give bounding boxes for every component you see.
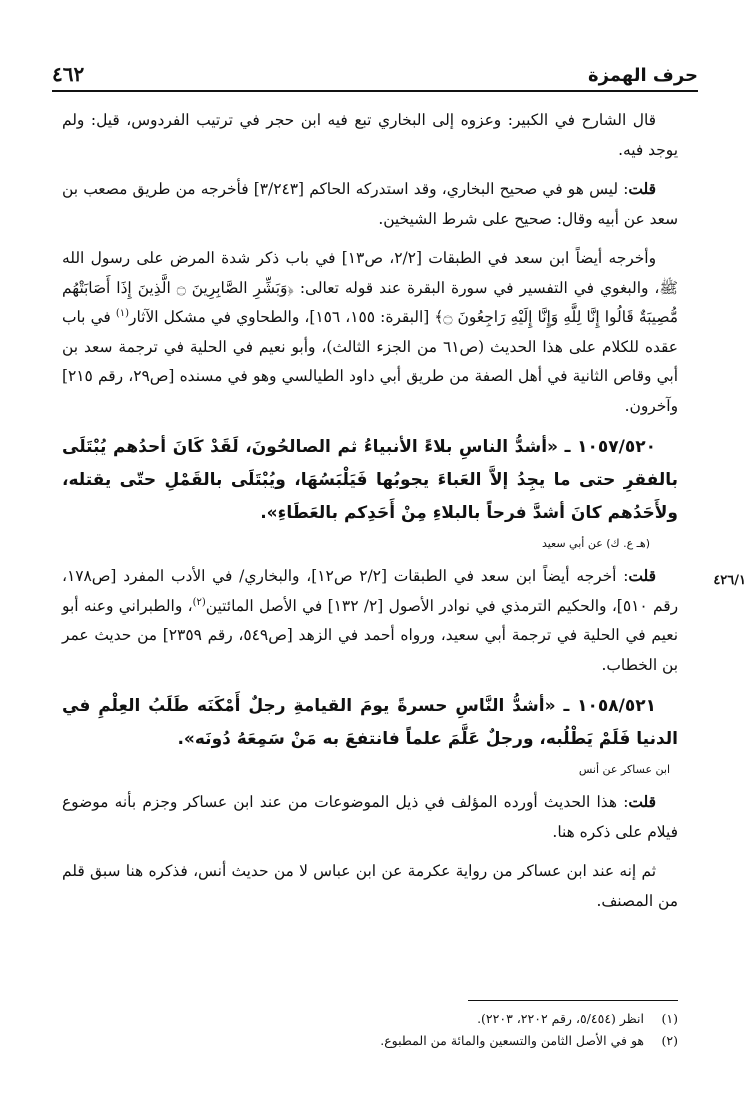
paragraph-text: في باب عقده للكلام على هذا الحديث (ص٦١ من الجزء الثالث)، وأبو نعيم في الحلية في ترجمة سعد بن أبي وقاص الثانية في أهل الصفة من طريق أبي داود الطيالسي وهو في مسنده [ص٢٩، رقم ٢١٥] وآخرون.: [62, 308, 678, 415]
qultu-block-2: [62, 562, 746, 680]
hadith-source: ابن عساكر عن أنس: [578, 763, 670, 776]
chapter-title: حرف الهمزة: [587, 65, 698, 86]
footnote-ref: (٢): [192, 596, 206, 608]
hadith-source: (هـ ع. ك) عن أبي سعيد: [541, 537, 650, 550]
footnotes: [62, 1008, 678, 1052]
footnote-text: انظر (٥/٤٥٤، رقم ٢٢٠٢، ٢٢٠٣).: [477, 1011, 644, 1026]
footnote: [62, 1008, 678, 1030]
footnote-divider: [468, 1000, 678, 1001]
paragraph-text: : أخرجه أيضاً ابن سعد في الطبقات [٢/٢ ص١٢]، والبخاري/ في الأدب المفرد [ص١٧٨، رقم ٥١٠]، والحكيم الترمذي في نوادر الأصول [٢/ ١٣٢] في الأصل المائتين: [62, 567, 679, 615]
qultu-label: قلت: [628, 567, 656, 585]
paragraph-text: : ليس هو في صحيح البخاري، وقد استدركه الحاكم [٣/٢٤٣] فأخرجه من طريق مصعب بن سعد عن أبيه وقال: صحيح على شرط الشيخين.: [62, 180, 678, 228]
paragraph-qultu-1: [62, 175, 678, 234]
paragraph-text: : هذا الحديث أورده المؤلف في ذيل الموضوعات من عند ابن عساكر وجزم بأنه موضوع فيلام على ذكره هنا.: [62, 793, 678, 841]
qultu-label: قلت: [628, 793, 656, 811]
footnote-number: (٢): [661, 1033, 678, 1048]
paragraph-text: ، والطبراني وعنه أبو نعيم في الحلية في ترجمة أبي سعيد، ورواه أحمد في الزهد [ص٥٤٩، رقم ٢٣٥٩] من حديث عمر بن الخطاب.: [62, 596, 678, 674]
page-header: [52, 52, 698, 92]
hadith-520: ١٠٥٧/٥٢٠ ـ «أشدُّ الناسِ بلاءً الأنبياءُ ثم الصالحُونَ، لَقَدْ كَانَ أحدُهم يُبْتَلَى بالفقرِ حتى ما يجِدُ إلاَّ العَباءَ يجوبُها فَيَلْبَسُهَا، ويُبْتَلَى بالقَمْلِ حتّى يقتله، ولأَحَدُهم كانَ أشدَّ فرحاً بالبلاءِ مِنْ أَحَدِكم بالعَطَاءِ».: [62, 437, 678, 523]
footnote: [62, 1030, 678, 1052]
paragraph-takhrij: [62, 244, 678, 421]
margin-reference: ٤٢٦/١: [713, 573, 746, 588]
footnote-number: (١): [661, 1011, 678, 1026]
paragraph-closing: ثم إنه عند ابن عساكر من رواية عكرمة عن ابن عباس لا من حديث أنس، فذكره هنا سبق قلم من المصنف.: [62, 862, 678, 910]
qultu-label: قلت: [628, 180, 656, 198]
paragraph-qultu-2: [62, 562, 678, 680]
paragraph-commentary: قال الشارح في الكبير: وعزوه إلى البخاري تبع فيه ابن حجر في ترتيب الفردوس، قيل: ولم يوجد فيه.: [62, 111, 678, 159]
hadith-521: ١٠٥٨/٥٢١ ـ «أشدُّ النَّاسِ حسرةً يومَ القيامةِ رجلٌ أَمْكَنَه طَلَبُ العِلْمِ في الدنيا فَلَمْ يَطْلُبه، ورجلٌ عَلَّمَ علماً فانتفعَ به مَنْ سَمِعَهُ دُونَه».: [62, 696, 678, 749]
paragraph-text: وأخرجه أيضاً ابن سعد في الطبقات [٢/٢، ص١٣] في باب ذكر شدة المرض على رسول الله ﷺ، والبغوي في التفسير في سورة البقرة عند قوله تعالى: ﴿وَبَشِّرِ الصَّابِرِينَ ۝ الَّذِينَ إِذَا أَصَابَتْهُم مُّصِيبَةٌ قَالُوا إِنَّا لِلَّهِ وَإِنَّا إِلَيْهِ رَاجِعُونَ ۝﴾ [البقرة: ١٥٥، ١٥٦]، والطحاوي في مشكل الآثار: [62, 249, 678, 326]
paragraph-qultu-3: [62, 788, 678, 847]
main-text: [62, 106, 746, 926]
footnote-text: هو في الأصل الثامن والتسعين والمائة من المطبوع.: [380, 1033, 644, 1048]
footnote-ref: (١): [115, 307, 130, 319]
page-number: ٤٦٢: [52, 62, 85, 86]
